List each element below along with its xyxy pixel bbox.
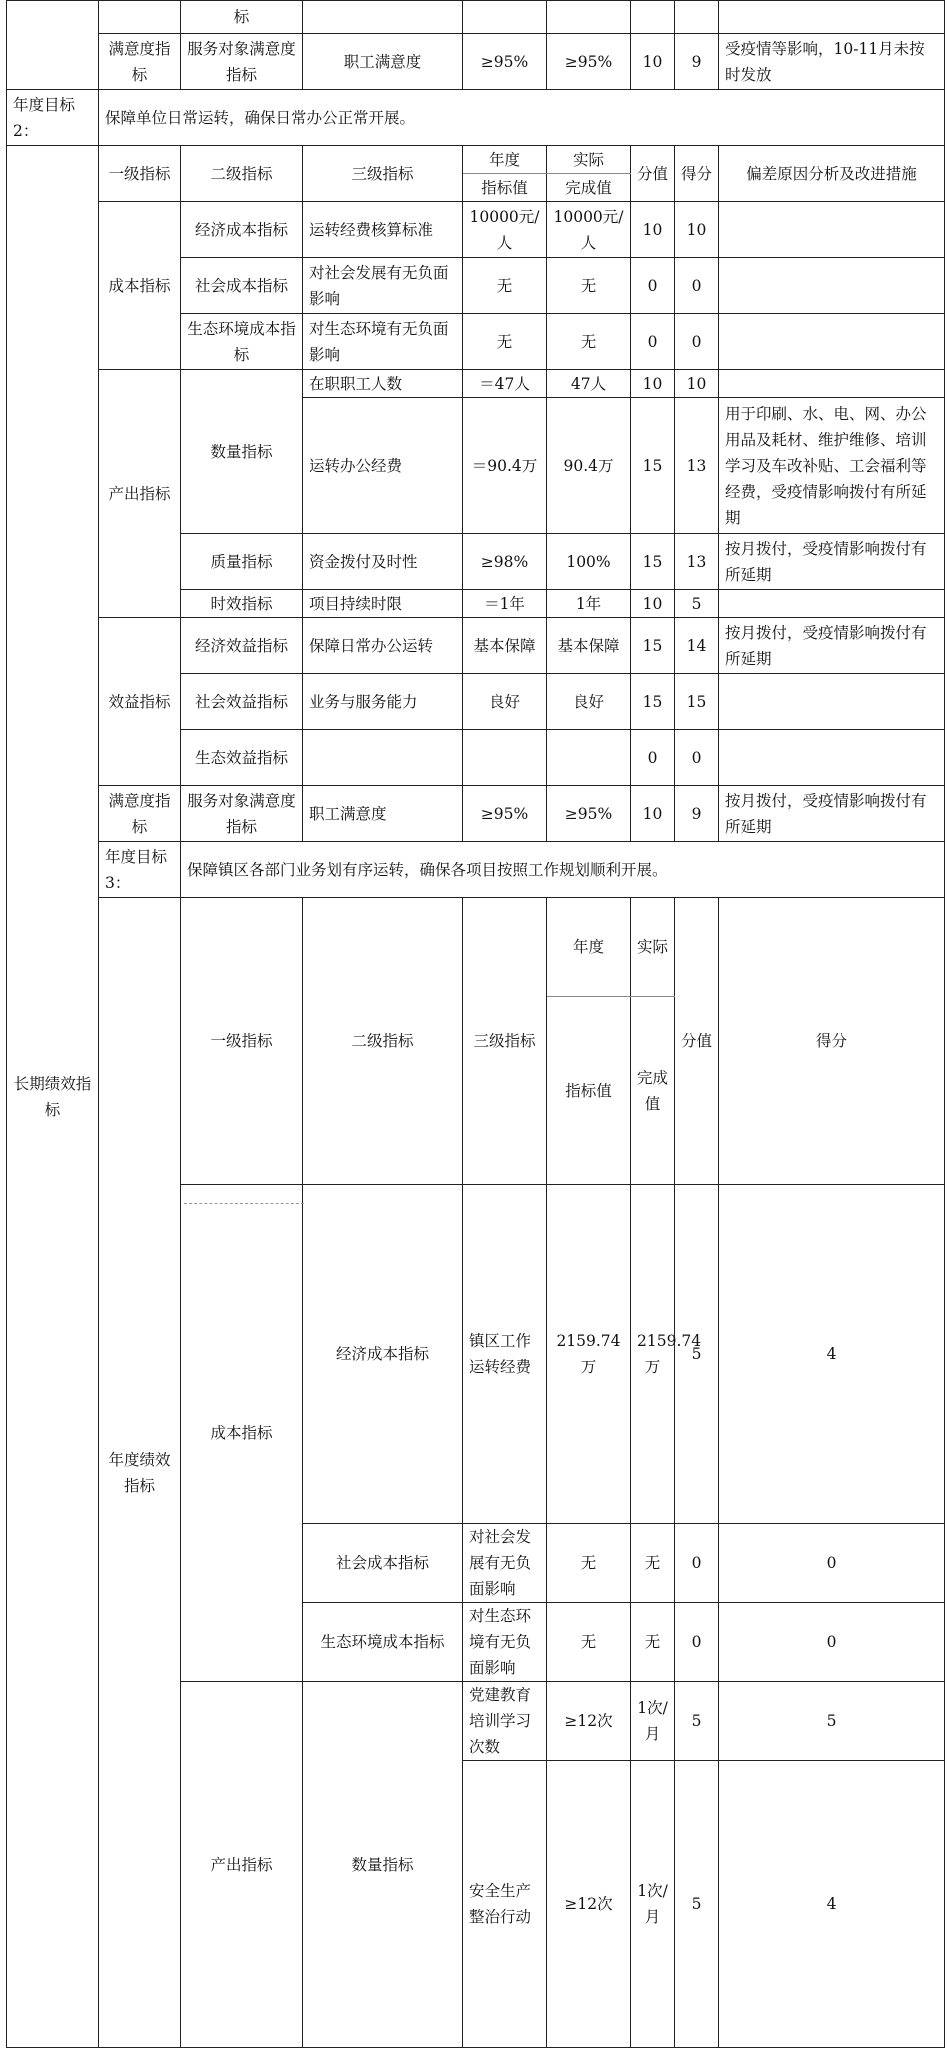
goal-row	[7, 842, 945, 898]
level3-cell: 项目持续时限	[303, 590, 463, 618]
analysis-cell	[719, 590, 945, 618]
level2-cell: 数量指标	[303, 1682, 463, 2048]
target-cell: ≥98%	[463, 534, 547, 590]
level1-cell: 成本指标	[99, 202, 181, 370]
actual-cell: 10000元/人	[547, 202, 631, 258]
analysis-cell	[719, 202, 945, 258]
analysis-cell: 按月拨付，受疫情影响拨付有所延期	[719, 786, 945, 842]
score-cell: 0	[719, 1603, 945, 1682]
table-row	[7, 34, 945, 90]
score-cell: 9	[675, 786, 719, 842]
weight-cell: 10	[631, 202, 675, 258]
weight-cell: 10	[631, 590, 675, 618]
target-cell: 基本保障	[463, 618, 547, 674]
level3-cell: 运转经费核算标准	[303, 202, 463, 258]
score-cell: 14	[675, 618, 719, 674]
level3-cell: 职工满意度	[303, 786, 463, 842]
target-cell: 无	[463, 258, 547, 314]
section-cell	[7, 1, 99, 90]
header-target-bottom: 指标值	[463, 174, 547, 202]
target-cell: ＝90.4万	[463, 398, 547, 534]
target-cell: 10000元/人	[463, 202, 547, 258]
actual-cell: 基本保障	[547, 618, 631, 674]
actual-cell: 1次/月	[631, 1682, 675, 1761]
level2-cell: 数量指标	[181, 370, 303, 534]
level3-cell	[303, 730, 463, 786]
score-cell: 4	[719, 1761, 945, 2048]
actual-cell: 100%	[547, 534, 631, 590]
header-actual-top: 实际	[547, 146, 631, 174]
level2-cell: 服务对象满意度指标	[181, 786, 303, 842]
level1-cell: 满意度指标	[99, 34, 181, 90]
target-cell	[463, 1, 547, 34]
header-row	[7, 146, 945, 174]
level2-cell: 社会成本指标	[303, 1524, 463, 1603]
header-score: 得分	[719, 898, 945, 1185]
target-cell: ≥95%	[463, 34, 547, 90]
score-cell: 10	[675, 202, 719, 258]
table-row	[7, 618, 945, 674]
score-cell: 0	[719, 1524, 945, 1603]
level2-cell: 质量指标	[181, 534, 303, 590]
actual-cell: ≥95%	[547, 34, 631, 90]
score-cell: 10	[675, 370, 719, 398]
header-score: 得分	[675, 146, 719, 202]
actual-cell: ≥95%	[547, 786, 631, 842]
weight-cell: 0	[631, 314, 675, 370]
goal-label: 年度目标2：	[7, 90, 99, 146]
level3-cell: 对社会发展有无负面影响	[463, 1524, 547, 1603]
actual-cell: 90.4万	[547, 398, 631, 534]
level1-cell: 成本指标	[181, 1185, 303, 1682]
level3-cell: 保障日常办公运转	[303, 618, 463, 674]
table-row	[7, 786, 945, 842]
target-cell: ＝1年	[463, 590, 547, 618]
weight-cell: 15	[631, 618, 675, 674]
weight-cell: 15	[631, 674, 675, 730]
header-level3: 三级指标	[463, 898, 547, 1185]
header-level1: 一级指标	[99, 146, 181, 202]
analysis-cell	[719, 258, 945, 314]
header-actual-top: 实际	[631, 898, 675, 997]
weight-cell	[631, 1, 675, 34]
performance-table	[6, 0, 945, 2048]
score-cell: 4	[719, 1185, 945, 1524]
analysis-cell	[719, 730, 945, 786]
score-cell: 9	[675, 34, 719, 90]
actual-cell: 无	[631, 1603, 675, 1682]
weight-cell: 0	[675, 1603, 719, 1682]
weight-cell: 15	[631, 534, 675, 590]
level3-cell: 安全生产整治行动	[463, 1761, 547, 2048]
header-actual-bottom: 完成值	[547, 174, 631, 202]
target-cell: 2159.74万	[547, 1185, 631, 1524]
analysis-cell	[719, 314, 945, 370]
analysis-cell: 按月拨付，受疫情影响拨付有所延期	[719, 534, 945, 590]
target-cell: ≥12次	[547, 1761, 631, 2048]
target-cell: ＝47人	[463, 370, 547, 398]
weight-cell: 10	[631, 370, 675, 398]
score-cell: 15	[675, 674, 719, 730]
analysis-cell	[719, 1, 945, 34]
header-weight: 分值	[631, 146, 675, 202]
table-row	[7, 202, 945, 258]
level2-cell: 经济成本指标	[181, 202, 303, 258]
level3-cell	[303, 1, 463, 34]
actual-cell: 47人	[547, 370, 631, 398]
header-level2: 二级指标	[181, 146, 303, 202]
actual-cell: 2159.74万	[631, 1185, 675, 1524]
actual-cell: 1次/月	[631, 1761, 675, 2048]
weight-cell: 10	[631, 786, 675, 842]
level3-cell: 对生态环境有无负面影响	[303, 314, 463, 370]
score-cell: 5	[675, 590, 719, 618]
score-cell: 0	[675, 314, 719, 370]
header-level3: 三级指标	[303, 146, 463, 202]
level3-cell: 镇区工作运转经费	[463, 1185, 547, 1524]
level2-cell: 服务对象满意度指标	[181, 34, 303, 90]
table-row	[7, 1, 945, 34]
level1-cell: 产出指标	[99, 370, 181, 618]
level2-cell: 社会成本指标	[181, 258, 303, 314]
target-cell: 无	[463, 314, 547, 370]
level1-cell: 产出指标	[181, 1682, 303, 2048]
actual-cell: 1年	[547, 590, 631, 618]
target-cell: ≥12次	[547, 1682, 631, 1761]
actual-cell: 良好	[547, 674, 631, 730]
goal-text: 保障单位日常运转，确保日常办公正常开展。	[99, 90, 945, 146]
actual-cell: 无	[547, 314, 631, 370]
table-row	[7, 370, 945, 398]
level3-cell: 业务与服务能力	[303, 674, 463, 730]
target-cell: ≥95%	[463, 786, 547, 842]
score-cell: 13	[675, 534, 719, 590]
score-cell: 13	[675, 398, 719, 534]
analysis-cell	[719, 370, 945, 398]
score-cell: 0	[675, 730, 719, 786]
weight-cell: 10	[631, 34, 675, 90]
level3-cell: 对生态环境有无负面影响	[463, 1603, 547, 1682]
page-break-line	[184, 1203, 304, 1204]
actual-cell	[547, 1, 631, 34]
target-cell: 良好	[463, 674, 547, 730]
weight-cell: 5	[675, 1682, 719, 1761]
goal-text: 保障镇区各部门业务划有序运转，确保各项目按照工作规划顺利开展。	[181, 842, 945, 898]
level3-cell: 职工满意度	[303, 34, 463, 90]
weight-cell: 5	[675, 1185, 719, 1524]
actual-cell: 无	[547, 258, 631, 314]
header-weight: 分值	[675, 898, 719, 1185]
score-cell: 5	[719, 1682, 945, 1761]
weight-cell: 0	[675, 1524, 719, 1603]
score-cell: 0	[675, 258, 719, 314]
weight-cell: 0	[631, 730, 675, 786]
analysis-cell	[719, 674, 945, 730]
goal-row	[7, 90, 945, 146]
actual-cell	[547, 730, 631, 786]
header-actual-bottom: 完成值	[631, 997, 675, 1185]
analysis-cell: 受疫情等影响，10-11月未按时发放	[719, 34, 945, 90]
level2-cell: 经济成本指标	[303, 1185, 463, 1524]
level1-cell: 效益指标	[99, 618, 181, 786]
level2-cell: 社会效益指标	[181, 674, 303, 730]
level2-cell: 生态环境成本指标	[181, 314, 303, 370]
actual-cell: 无	[631, 1524, 675, 1603]
score-cell	[675, 1, 719, 34]
level3-cell: 资金拨付及时性	[303, 534, 463, 590]
level2-cell: 经济效益指标	[181, 618, 303, 674]
level3-cell: 党建教育培训学习次数	[463, 1682, 547, 1761]
level2-cell: 生态环境成本指标	[303, 1603, 463, 1682]
header-level2: 二级指标	[303, 898, 463, 1185]
level1-cell: 满意度指标	[99, 786, 181, 842]
target-cell: 无	[547, 1603, 631, 1682]
analysis-cell: 用于印刷、水、电、网、办公用品及耗材、维护维修、培训学习及车改补贴、工会福利等经费，受疫情影响拨付有所延期	[719, 398, 945, 534]
header-analysis: 偏差原因分析及改进措施	[719, 146, 945, 202]
goal-label: 年度目标3：	[99, 842, 181, 898]
level3-cell: 在职职工人数	[303, 370, 463, 398]
weight-cell: 5	[675, 1761, 719, 2048]
target-cell	[463, 730, 547, 786]
header-row	[7, 898, 945, 997]
header-target-bottom: 指标值	[547, 997, 631, 1185]
level2-cell: 生态效益指标	[181, 730, 303, 786]
level1-cell	[99, 1, 181, 34]
weight-cell: 0	[631, 258, 675, 314]
section-label: 年度绩效指标	[99, 898, 181, 2048]
level2-cell: 标	[181, 1, 303, 34]
header-target-top: 年度	[547, 898, 631, 997]
header-level1: 一级指标	[181, 898, 303, 1185]
header-target-top: 年度	[463, 146, 547, 174]
level3-cell: 运转办公经费	[303, 398, 463, 534]
level3-cell: 对社会发展有无负面影响	[303, 258, 463, 314]
level2-cell: 时效指标	[181, 590, 303, 618]
analysis-cell: 按月拨付，受疫情影响拨付有所延期	[719, 618, 945, 674]
weight-cell: 15	[631, 398, 675, 534]
target-cell: 无	[547, 1524, 631, 1603]
section-label: 长期绩效指标	[7, 146, 99, 2048]
